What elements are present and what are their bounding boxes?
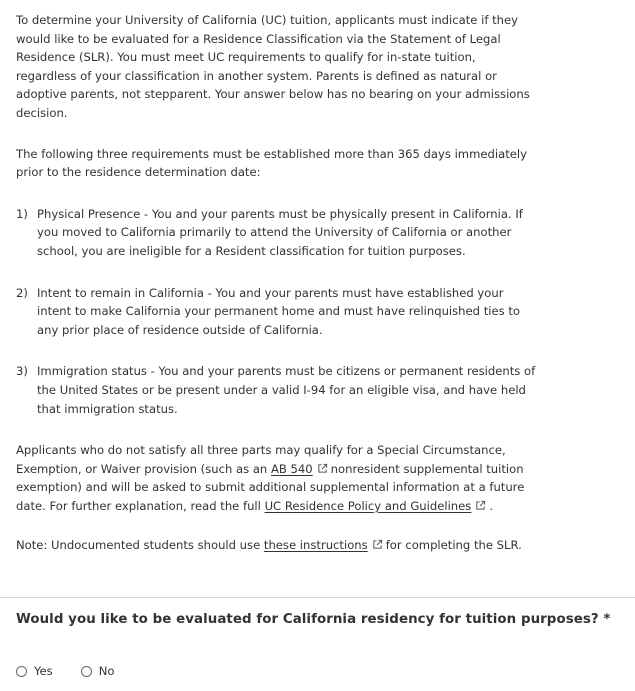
requirement-item [16, 205, 536, 261]
external-link-icon[interactable] [317, 463, 328, 474]
requirement-text: Physical Presence - You and your parents must be physically present in California. If you moved to California primarily to attend the University of California or another school, you are ineligible for a Resident classification for tuition purposes. [37, 206, 523, 258]
radio-circle-icon[interactable] [81, 666, 92, 677]
waiver-text: Applicants who do not satisfy all three parts may qualify for a Special Circumstance, Exemption, or Waiver provision (such as an [16, 443, 506, 476]
residency-question: Would you like to be evaluated for California residency for tuition purposes? * [16, 612, 611, 627]
radio-option-yes[interactable] [16, 664, 53, 678]
requirements-lead: The following three requirements must be established more than 365 days immediately prior to the residence determination date: [16, 146, 527, 180]
requirement-text: Intent to remain in California - You and your parents must have established your intent to make California your permanent home and must have relinquished ties to any prior place of residence outside of California. [37, 285, 520, 337]
uc-residence-policy-link[interactable]: UC Residence Policy and Guidelines [264, 498, 472, 513]
requirement-text: Immigration status - You and your parents must be citizens or permanent residents of the United States or be present under a valid I-94 for an eligible visa, and have held that immigration status. [37, 364, 536, 416]
external-link-icon[interactable] [372, 539, 383, 550]
radio-label-yes[interactable]: Yes [34, 664, 53, 678]
waiver-text: nonresident supplemental tuition exemption) and will be asked to submit additional supplemental information at a future date. For further explanation, read the full [16, 461, 525, 513]
ab540-link[interactable]: AB 540 [270, 461, 313, 476]
radio-option-no[interactable] [81, 664, 115, 678]
requirement-item [16, 362, 536, 418]
requirement-item [16, 284, 536, 340]
radio-label-no[interactable]: No [98, 664, 115, 678]
section-divider [0, 597, 635, 598]
waiver-period: . [489, 498, 494, 513]
requirement-number: 2) [16, 285, 28, 300]
note-text: Note: Undocumented students should use [16, 538, 261, 553]
waiver-paragraph [16, 441, 536, 515]
intro-paragraph: To determine your University of California (UC) tuition, applicants must indicate if they would like to be evaluated for a Residence Classification via the Statement of Legal Residence (SLR). You must meet UC requirements to qualify for in-state tuition, regardless of your classification in another system. Parents is defined as natural or adoptive parents, not stepparent. Your answer below has no bearing on your admissions decision. [16, 13, 530, 120]
residency-radio-group [16, 664, 143, 678]
external-link-icon[interactable] [475, 500, 486, 511]
note-text: for completing the SLR. [385, 538, 522, 553]
radio-circle-icon[interactable] [16, 666, 27, 677]
note-paragraph [16, 536, 536, 555]
requirement-number: 1) [16, 206, 28, 221]
these-instructions-link[interactable]: these instructions [263, 538, 368, 553]
residency-info [16, 11, 536, 555]
requirement-number: 3) [16, 364, 28, 379]
